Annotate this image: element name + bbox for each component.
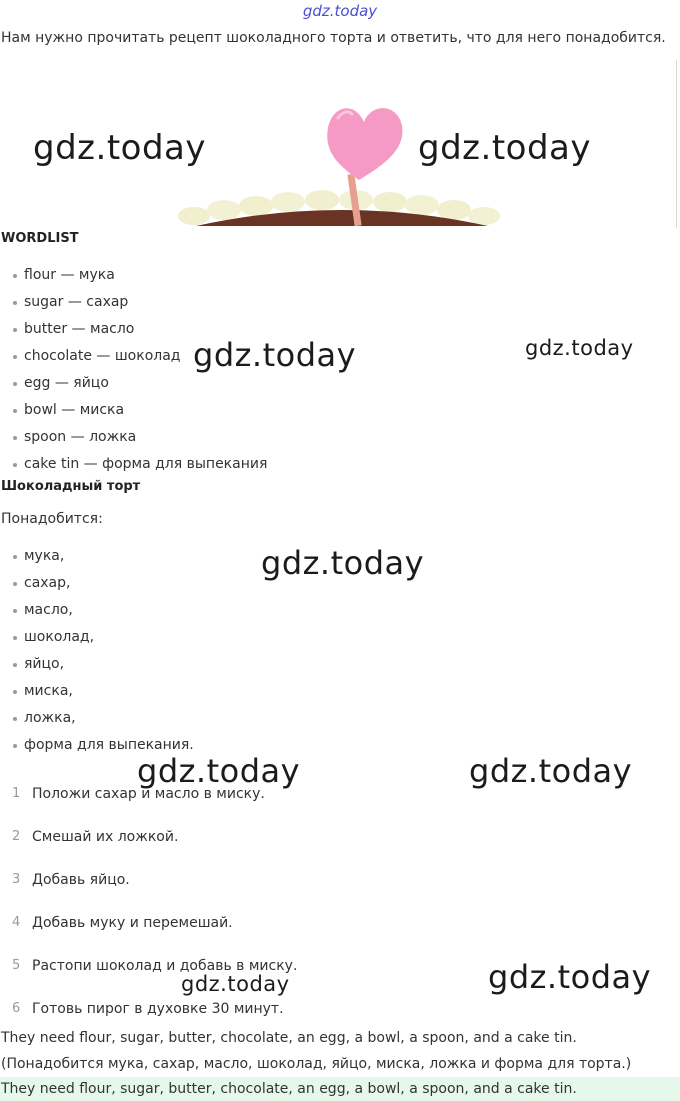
- watermark: gdz.today: [137, 752, 301, 790]
- bullet-icon: [13, 463, 17, 467]
- bullet-icon: [13, 274, 17, 278]
- list-item: шоколад,: [0, 624, 194, 651]
- step-text: Готовь пирог в духовке 30 минут.: [32, 1001, 284, 1017]
- watermark: gdz.today: [181, 972, 290, 996]
- list-item: bowl — миска: [0, 397, 267, 424]
- list-item: flour — мука: [0, 262, 267, 289]
- answer-highlighted: They need flour, sugar, butter, chocolate, an egg, a bowl, a spoon, and a cake tin.: [1, 1081, 577, 1097]
- recipe-title: Шоколадный торт: [1, 479, 141, 494]
- step-number: 5: [12, 958, 21, 973]
- needs-label: Понадобится:: [1, 511, 103, 527]
- list-item: chocolate — шоколад: [0, 343, 267, 370]
- site-watermark: gdz.today: [302, 2, 378, 20]
- list-item: форма для выпекания.: [0, 732, 194, 759]
- intro-text: Нам нужно прочитать рецепт шоколадного торта и ответить, что для него понадобится.: [1, 30, 666, 46]
- bullet-icon: [13, 355, 17, 359]
- list-item: сахар,: [0, 570, 194, 597]
- list-item: масло,: [0, 597, 194, 624]
- watermark: gdz.today: [525, 336, 634, 360]
- bullet-icon: [13, 744, 17, 748]
- bullet-icon: [13, 690, 17, 694]
- bullet-icon: [13, 663, 17, 667]
- step-number: 6: [12, 1001, 21, 1016]
- watermark: gdz.today: [418, 128, 591, 168]
- list-item: мука,: [0, 543, 194, 570]
- divider-line: [676, 60, 677, 228]
- bullet-icon: [13, 609, 17, 613]
- bullet-icon: [13, 328, 17, 332]
- step-number: 2: [12, 829, 21, 844]
- list-item: spoon — ложка: [0, 424, 267, 451]
- answer-english: They need flour, sugar, butter, chocolate, an egg, a bowl, a spoon, and a cake tin.: [1, 1030, 577, 1046]
- bullet-icon: [13, 582, 17, 586]
- bullet-icon: [13, 717, 17, 721]
- watermark: gdz.today: [261, 544, 425, 582]
- watermark: gdz.today: [33, 128, 206, 168]
- list-item: cake tin — форма для выпекания: [0, 451, 267, 478]
- wordlist-title: WORDLIST: [1, 231, 79, 246]
- answer-translation: (Понадобится мука, сахар, масло, шоколад, яйцо, миска, ложка и форма для торта.): [1, 1056, 632, 1072]
- step-text: Добавь муку и перемешай.: [32, 915, 233, 931]
- watermark: gdz.today: [469, 752, 633, 790]
- ingredient-list: [0, 543, 194, 759]
- list-item: миска,: [0, 678, 194, 705]
- list-item: ложка,: [0, 705, 194, 732]
- bullet-icon: [13, 409, 17, 413]
- bullet-icon: [13, 301, 17, 305]
- step-number: 1: [12, 786, 21, 801]
- bullet-icon: [13, 555, 17, 559]
- bullet-icon: [13, 382, 17, 386]
- list-item: sugar — сахар: [0, 289, 267, 316]
- watermark: gdz.today: [193, 336, 357, 374]
- step-number: 4: [12, 915, 21, 930]
- step-text: Смешай их ложкой.: [32, 829, 179, 845]
- list-item: egg — яйцо: [0, 370, 267, 397]
- bullet-icon: [13, 636, 17, 640]
- bullet-icon: [13, 436, 17, 440]
- step-text: Добавь яйцо.: [32, 872, 130, 888]
- step-text: Положи сахар и масло в миску.: [32, 786, 265, 802]
- step-number: 3: [12, 872, 21, 887]
- list-item: яйцо,: [0, 651, 194, 678]
- watermark: gdz.today: [488, 958, 652, 996]
- list-item: butter — масло: [0, 316, 267, 343]
- step-text: Растопи шоколад и добавь в миску.: [32, 958, 298, 974]
